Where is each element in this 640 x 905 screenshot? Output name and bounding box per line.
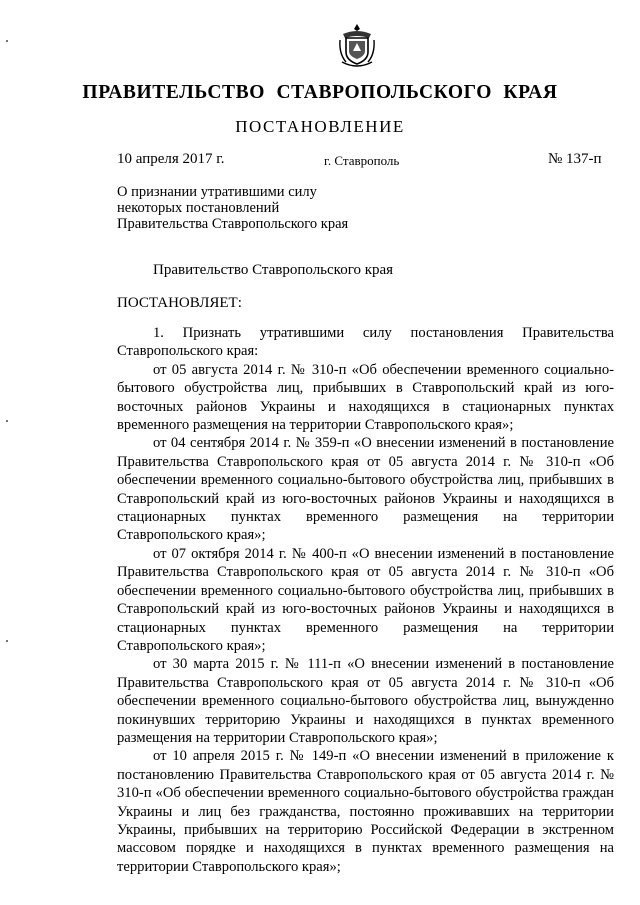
paragraph: от 05 августа 2014 г. № 310-п «Об обеспечении временного социально-бытового обустройства лиц, прибывших в Ставропольский край из юго-восточных районов Украины и находящихся в стационарных пунктах временного размещения на территории Ставропольского края»;: [117, 361, 614, 434]
document-subject: [117, 184, 348, 232]
subject-line: О признании утратившими силу: [117, 184, 317, 200]
subject-line: Правительства Ставропольского края: [117, 216, 349, 232]
scan-artifact: [6, 640, 8, 642]
subject-line: некоторых постановлений: [117, 200, 280, 216]
paragraph: от 30 марта 2015 г. № 111-п «О внесении изменений в постановление Правительства Ставропольского края от 05 августа 2014 г. № 310-п «Об обеспечении временного социально-бытового обустройства лиц, вынужденно покинувших территорию Украины и находящихся в пунктах временного размещения на территории Ставропольского края»;: [117, 656, 614, 746]
paragraph: 1. Признать утратившими силу постановления Правительства Ставропольского края:: [117, 325, 614, 360]
coat-of-arms-emblem: [337, 22, 377, 68]
paragraph: от 07 октября 2014 г. № 400-п «О внесении изменений в постановление Правительства Ставропольского края от 05 августа 2014 г. № 310-п «Об обеспечении временного социально-бытового обустройства лиц, прибывших в Ставропольский край из юго-восточных районов Украины и находящихся в стационарных пунктах временного размещения на территории Ставропольского края»;: [117, 545, 614, 654]
document-body: [117, 324, 614, 876]
issuer: Правительство Ставропольского края: [153, 262, 394, 278]
document-number: № 137-п: [548, 151, 602, 167]
document-date: 10 апреля 2017 г.: [117, 151, 225, 167]
document-type: ПОСТАНОВЛЕНИЕ: [235, 117, 405, 136]
scan-artifact: [6, 420, 8, 422]
document-city: г. Ставрополь: [324, 153, 400, 168]
organization-title: ПРАВИТЕЛЬСТВО СТАВРОПОЛЬСКОГО КРАЯ: [82, 82, 558, 103]
scan-artifact: [6, 40, 8, 42]
resolves-heading: ПОСТАНОВЛЯЕТ:: [117, 295, 242, 311]
paragraph: от 04 сентября 2014 г. № 359-п «О внесении изменений в постановление Правительства Ставропольского края от 05 августа 2014 г. № 310-п «Об обеспечении временного социально-бытового обустройства лиц, прибывших в Ставропольский край из юго-восточных районов Украины и находящихся в стационарных пунктах временного размещения на территории Ставропольского края»;: [117, 435, 614, 544]
paragraph: от 10 апреля 2015 г. № 149-п «О внесении изменений в приложение к постановлению Правительства Ставропольского края от 05 августа 2014 г. № 310-п «Об обеспечении временного социально-бытового обустройства граждан Украины и лиц без гражданства, постоянно проживавших на территории Украины, прибывших на территорию Российской Федерации в экстренном массовом порядке и находящихся в пунктах временного размещения на территории Ставропольского края»;: [117, 748, 614, 875]
